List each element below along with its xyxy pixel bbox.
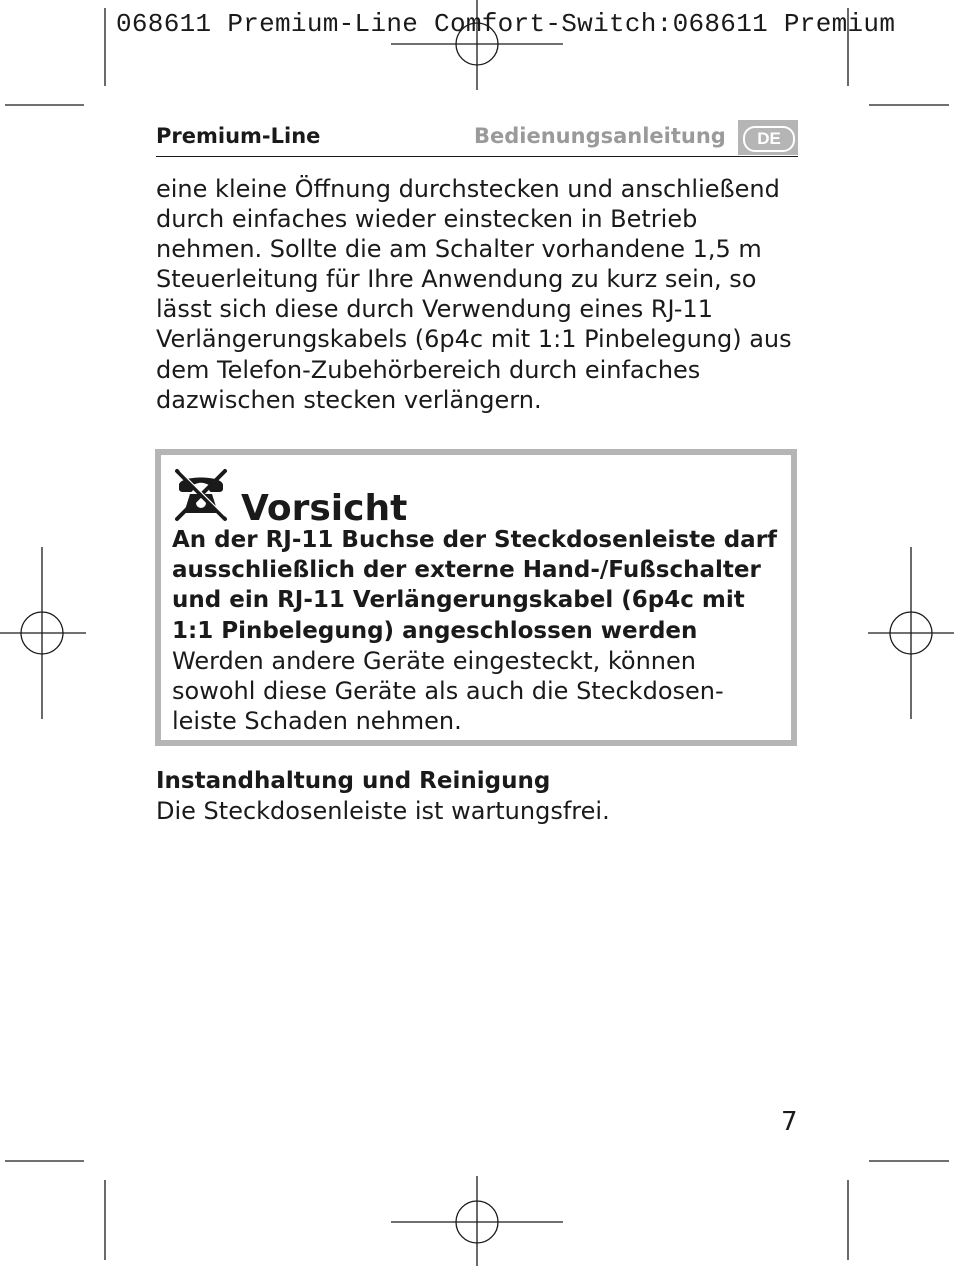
caution-box [155,449,797,746]
print-slug-line: 068611 Premium-Line Comfort-Switch:068611 Premium [116,9,896,39]
no-phone-icon [173,467,229,523]
registration-mark-right [868,547,954,719]
caution-text-line: leiste Schaden nehmen. [172,707,462,736]
registration-mark-top [391,0,563,90]
caution-bold-text [172,525,788,646]
body-paragraph: eine kleine Öffnung durchstecken und anschließend durch einfaches wieder einstecken in Betrieb nehmen. Sollte die am Schalter vorhandene 1,5 m Steuerleitung für Ihre Anwendung zu kurz sein, so lässt sich diese durch Verwendung eines RJ-11 Verlängerungskabels (6p4c mit 1:1 Pinbelegung) aus dem Telefon-Zubehörbereich durch einfaches dazwischen stecken verlängern. [156,175,792,414]
maintenance-text: Die Steckdosenleiste ist wartungsfrei. [156,797,610,825]
running-header [156,120,798,157]
header-product-line: Premium-Line [156,124,321,148]
header-document-type: Bedienungsanleitung [474,124,726,148]
caution-bold-line: An der RJ-11 Buchse der Steckdosenleiste darf [172,527,778,553]
maintenance-heading: Instandhaltung und Reinigung [156,768,551,794]
caution-bold-line: 1:1 Pinbelegung) angeschlossen werden [172,617,698,644]
registration-mark-bottom [391,1176,563,1266]
language-tab [738,120,798,155]
caution-bold-line: und ein RJ-11 Verlängerungskabel (6p4c mit [172,587,745,614]
caution-title: Vorsicht [241,488,408,529]
language-badge: DE [743,126,795,152]
caution-text-line: sowohl diese Geräte als auch die Steckdosen- [172,677,724,706]
page-number: 7 [781,1107,798,1137]
caution-text [172,646,788,737]
registration-mark-left [0,547,86,719]
caution-text-line: Werden andere Geräte eingesteckt, können [172,647,696,675]
caution-bold-line: ausschließlich der externe Hand-/Fußschalter [172,557,761,584]
